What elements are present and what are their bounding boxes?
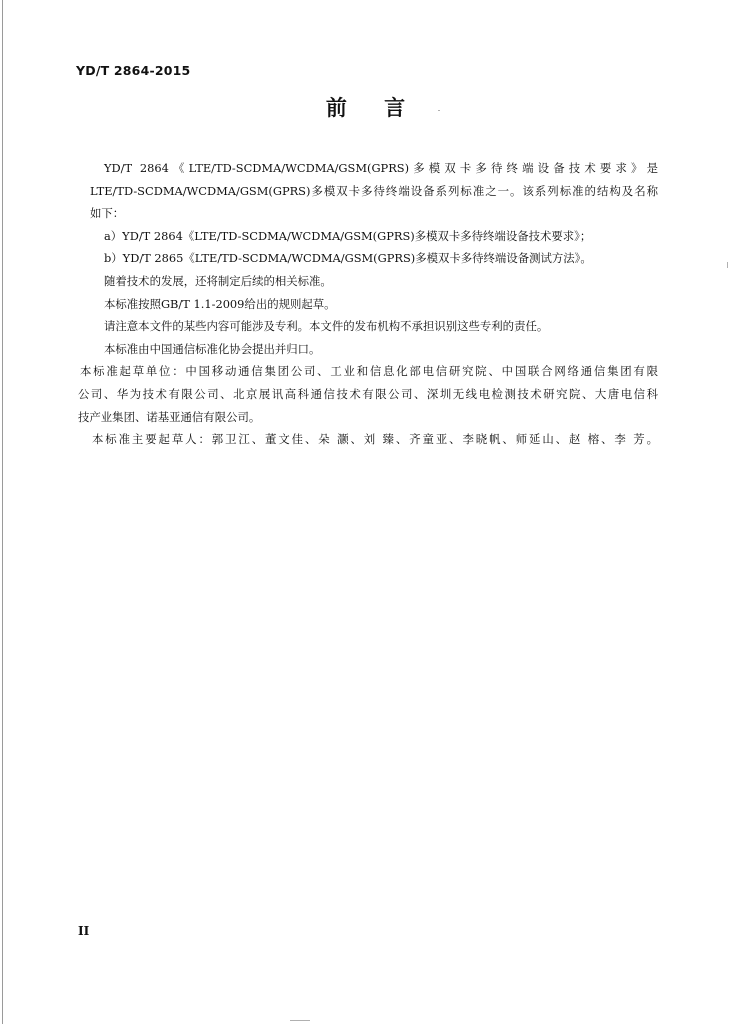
drafters-line: 本标准主要起草人：郭卫江、董文佳、朵 灏、刘 臻、齐童亚、李晓帆、师延山、赵 榕、李 芳。 [92, 432, 658, 447]
drafting-units-line-1: 本标准起草单位：中国移动通信集团公司、工业和信息化部电信研究院、中国联合网络通信集团有限 [80, 364, 658, 379]
drafting-units-line-3: 技产业集团、诺基亚通信有限公司。 [78, 409, 261, 424]
scan-speck [290, 1020, 310, 1021]
list-item-a: a）YD/T 2864《LTE/TD-SCDMA/WCDMA/GSM(GPRS)多模双卡多待终端设备技术要求》； [104, 228, 592, 243]
paragraph-patent-notice: 请注意本文件的某些内容可能涉及专利。本文件的发布机构不承担识别这些专利的责任。 [104, 319, 549, 334]
paragraph-drafting-rules: 本标准按照GB/T 1.1-2009给出的规则起草。 [104, 296, 336, 311]
scan-speck [727, 262, 728, 268]
page-number: II [78, 924, 90, 938]
list-item-b: b）YD/T 2865《LTE/TD-SCDMA/WCDMA/GSM(GPRS)多模双卡多待终端设备测试方法》。 [104, 251, 592, 266]
drafting-units-line-2: 公司、华为技术有限公司、北京展讯高科通信技术有限公司、深圳无线电检测技术研究院、大唐电信科 [78, 386, 658, 401]
document-code: YD/T 2864-2015 [76, 63, 191, 78]
foreword-body [78, 157, 658, 451]
intro-line-1: YD/T 2864《LTE/TD-SCDMA/WCDMA/GSM(GPRS)多模双卡多待终端设备技术要求》是 [104, 161, 658, 175]
scan-speck [438, 110, 440, 111]
paragraph-future-standards: 随着技术的发展，还将制定后续的相关标准。 [104, 273, 332, 288]
paragraph-proposed-by: 本标准由中国通信标准化协会提出并归口。 [104, 341, 321, 356]
page-title: 前 言 [325, 96, 406, 120]
intro-line-3: 如下： [90, 206, 125, 221]
intro-line-2: LTE/TD-SCDMA/WCDMA/GSM(GPRS)多模双卡多待终端设备系列标准之一。该系列标准的结构及名称 [90, 183, 658, 198]
page-edge-line [2, 0, 3, 1024]
